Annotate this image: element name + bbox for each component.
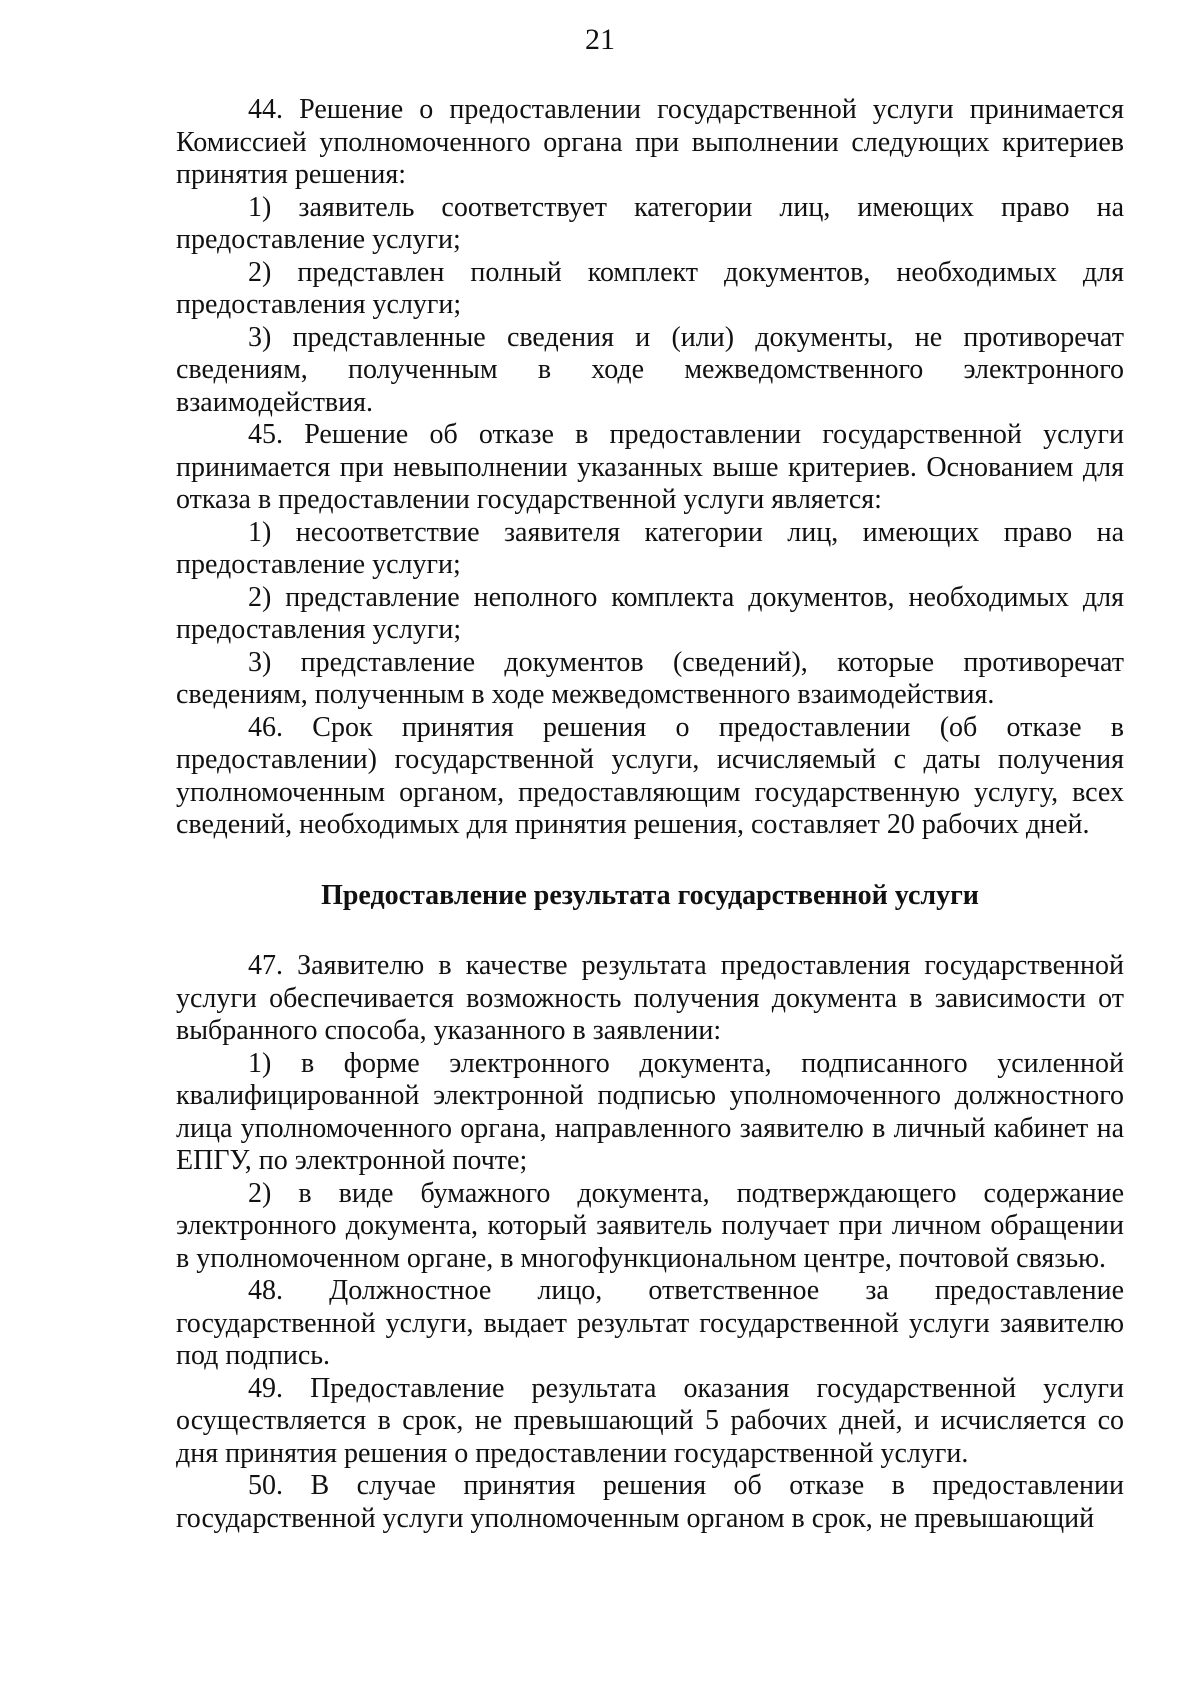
paragraph-49: 49. Предоставление результата оказания государственной услуги осуществляется в срок, не превышающий 5 рабочих дней, и исчисляется со дня принятия решения о предоставлении государственной услуги.: [176, 1372, 1124, 1469]
paragraph-46: 46. Срок принятия решения о предоставлении (об отказе в предоставлении) государственной услуги, исчисляемый с даты получения уполномоченным органом, предоставляющим государственную услугу, всех сведений, необходимых для принятия решения, составляет 20 рабочих дней.: [176, 711, 1124, 840]
paragraph-44-item-2: 2) представлен полный комплект документов, необходимых для предоставления услуги;: [176, 256, 1124, 320]
paragraph-44-item-1: 1) заявитель соответствует категории лиц, имеющих право на предоставление услуги;: [176, 191, 1124, 255]
paragraph-44: 44. Решение о предоставлении государственной услуги принимается Комиссией уполномоченного органа при выполнении следующих критериев принятия решения:: [176, 94, 1124, 190]
page-number: 21: [585, 23, 615, 56]
section-heading: Предоставление результата государственной услуги: [321, 879, 979, 911]
paragraph-45-item-1: 1) несоответствие заявителя категории лиц, имеющих право на предоставление услуги;: [176, 516, 1124, 580]
paragraph-45: 45. Решение об отказе в предоставлении государственной услуги принимается при невыполнении указанных выше критериев. Основанием для отказа в предоставлении государственной услуги является:: [176, 419, 1124, 515]
document-body: [176, 94, 1124, 1535]
paragraph-45-item-3: 3) представление документов (сведений), которые противоречат сведениям, полученным в ходе межведомственного взаимодействия.: [176, 646, 1124, 710]
paragraph-47-item-2: 2) в виде бумажного документа, подтверждающего содержание электронного документа, который заявитель получает при личном обращении в уполномоченном органе, в многофункциональном центре, почтовой связью.: [176, 1177, 1124, 1274]
paragraph-44-item-3: 3) представленные сведения и (или) документы, не противоречат сведениям, полученным в ходе межведомственного электронного взаимодействия.: [176, 321, 1124, 418]
paragraph-47-item-1: 1) в форме электронного документа, подписанного усиленной квалифицированной электронной подписью уполномоченного должностного лица уполномоченного органа, направленного заявителю в личный кабинет на ЕПГУ, по электронной почте;: [176, 1047, 1124, 1176]
paragraph-48: 48. Должностное лицо, ответственное за предоставление государственной услуги, выдает результат государственной услуги заявителю под подпись.: [176, 1275, 1124, 1371]
paragraph-50: 50. В случае принятия решения об отказе в предоставлении государственной услуги уполномоченным органом в срок, не превышающий: [176, 1470, 1124, 1534]
paragraph-45-item-2: 2) представление неполного комплекта документов, необходимых для предоставления услуги;: [176, 581, 1124, 645]
paragraph-47: 47. Заявителю в качестве результата предоставления государственной услуги обеспечивается возможность получения документа в зависимости от выбранного способа, указанного в заявлении:: [176, 950, 1124, 1046]
